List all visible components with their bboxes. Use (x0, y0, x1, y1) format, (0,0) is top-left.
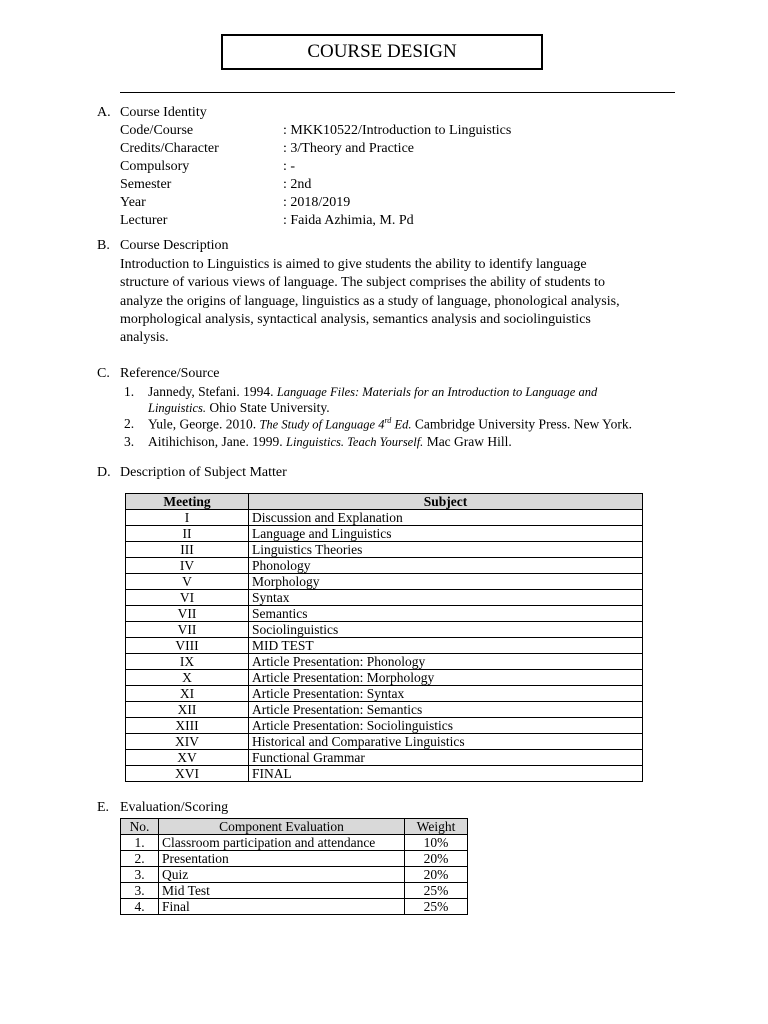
meeting-cell: XV (126, 750, 249, 766)
subject-cell: Semantics (249, 606, 643, 622)
meeting-cell: XIV (126, 734, 249, 750)
weight-cell: 25% (405, 883, 468, 899)
table-row (126, 702, 643, 718)
meeting-cell: VII (126, 622, 249, 638)
reference-number: 1. (124, 384, 135, 399)
weight-cell: 20% (405, 867, 468, 883)
section-c-letter: C. (97, 366, 110, 381)
component-cell: Mid Test (159, 883, 405, 899)
table-row (126, 558, 643, 574)
meeting-cell: VIII (126, 638, 249, 654)
reference-number: 2. (124, 416, 135, 431)
reference-item (148, 384, 597, 400)
reference-item (148, 434, 512, 450)
identity-value: : 3/Theory and Practice (283, 141, 415, 156)
component-cell: Classroom participation and attendance (159, 835, 405, 851)
table-row (126, 718, 643, 734)
subject-cell: Article Presentation: Semantics (249, 702, 643, 718)
column-header: Component Evaluation (159, 819, 405, 835)
column-header: Subject (249, 494, 643, 510)
table-row (121, 883, 468, 899)
table-row (121, 867, 468, 883)
subject-cell: Functional Grammar (249, 750, 643, 766)
reference-author: Jannedy, Stefani. 1994. (148, 384, 277, 399)
meeting-cell: III (126, 542, 249, 558)
identity-key: Semester (120, 177, 172, 192)
table-header-row (121, 819, 468, 835)
description-line: structure of various views of language. The subject comprises the ability of students to (120, 275, 605, 291)
meeting-cell: I (126, 510, 249, 526)
reference-item (148, 416, 632, 433)
table-header-row (126, 494, 643, 510)
table-row (126, 526, 643, 542)
subject-cell: Article Presentation: Morphology (249, 670, 643, 686)
component-cell: Quiz (159, 867, 405, 883)
subject-cell: Sociolinguistics (249, 622, 643, 638)
table-row (126, 654, 643, 670)
number-cell: 4. (121, 899, 159, 915)
number-cell: 1. (121, 835, 159, 851)
reference-title: Language Files: Materials for an Introduction to Language and (276, 385, 598, 399)
table-row (126, 766, 643, 782)
table-row (126, 622, 643, 638)
identity-value: : 2018/2019 (283, 195, 351, 210)
meeting-cell: IX (126, 654, 249, 670)
course-description (120, 256, 680, 347)
reference-number: 3. (124, 434, 135, 449)
subject-cell: Article Presentation: Syntax (249, 686, 643, 702)
meeting-cell: XVI (126, 766, 249, 782)
subject-cell: Discussion and Explanation (249, 510, 643, 526)
subject-cell: Article Presentation: Phonology (249, 654, 643, 670)
component-cell: Presentation (159, 851, 405, 867)
number-cell: 2. (121, 851, 159, 867)
reference-author: Yule, George. 2010. (148, 416, 260, 432)
section-d-heading: Description of Subject Matter (120, 465, 287, 480)
table-row (126, 734, 643, 750)
section-b-heading: Course Description (120, 238, 229, 253)
meeting-cell: IV (126, 558, 249, 574)
subject-cell: Linguistics Theories (249, 542, 643, 558)
reference-title-sup: rd (384, 416, 392, 425)
section-a-letter: A. (97, 105, 111, 120)
weight-cell: 10% (405, 835, 468, 851)
subject-cell: Phonology (249, 558, 643, 574)
description-line: analysis. (120, 330, 169, 346)
column-header: Weight (405, 819, 468, 835)
section-e-letter: E. (97, 800, 110, 815)
section-e-heading: Evaluation/Scoring (120, 800, 229, 815)
document-title: COURSE DESIGN (221, 34, 543, 70)
meeting-cell: V (126, 574, 249, 590)
identity-key: Year (120, 195, 146, 210)
subject-cell: Syntax (249, 590, 643, 606)
subject-cell: FINAL (249, 766, 643, 782)
table-row (126, 606, 643, 622)
table-row (121, 835, 468, 851)
number-cell: 3. (121, 867, 159, 883)
meeting-cell: XII (126, 702, 249, 718)
meeting-cell: X (126, 670, 249, 686)
subject-cell: Morphology (249, 574, 643, 590)
table-row (126, 670, 643, 686)
meeting-cell: II (126, 526, 249, 542)
reference-title: The Study of Language 4 (259, 417, 385, 432)
section-c-heading: Reference/Source (120, 366, 220, 381)
meeting-cell: XIII (126, 718, 249, 734)
column-header: No. (121, 819, 159, 835)
identity-key: Lecturer (120, 213, 168, 228)
reference-title-end: Ed. (391, 417, 412, 432)
subject-cell: MID TEST (249, 638, 643, 654)
subject-cell: Language and Linguistics (249, 526, 643, 542)
description-line: Introduction to Linguistics is aimed to give students the ability to identify language (120, 257, 587, 272)
reference-title: Linguistics. Teach Yourself. (286, 435, 424, 449)
identity-value: : Faida Azhimia, M. Pd (283, 213, 414, 228)
weight-cell: 25% (405, 899, 468, 915)
meeting-cell: XI (126, 686, 249, 702)
identity-key: Code/Course (120, 123, 194, 138)
weight-cell: 20% (405, 851, 468, 867)
identity-value: : MKK10522/Introduction to Linguistics (283, 123, 512, 138)
subject-cell: Article Presentation: Sociolinguistics (249, 718, 643, 734)
table-row (126, 542, 643, 558)
section-a-heading: Course Identity (120, 105, 207, 120)
reference-publisher: Cambridge University Press. New York. (411, 416, 632, 432)
subject-matter-table (125, 493, 643, 782)
evaluation-table (120, 818, 468, 915)
table-row (126, 590, 643, 606)
reference-publisher: Mac Graw Hill. (423, 434, 512, 449)
table-row (126, 638, 643, 654)
identity-key: Credits/Character (120, 141, 219, 156)
table-row (121, 851, 468, 867)
table-row (126, 750, 643, 766)
reference-publisher: Ohio State University. (206, 400, 330, 415)
reference-item-cont (148, 400, 330, 416)
section-b-letter: B. (97, 238, 110, 253)
reference-author: Aitihichison, Jane. 1999. (148, 434, 286, 449)
component-cell: Final (159, 899, 405, 915)
reference-title: Linguistics. (148, 401, 206, 415)
description-line: morphological analysis, syntactical analysis, semantics analysis and sociolinguistics (120, 311, 591, 327)
table-row (126, 574, 643, 590)
table-row (126, 686, 643, 702)
table-row (126, 510, 643, 526)
description-line: analyze the origins of language, linguistics as a study of language, phonological analysis, (120, 293, 620, 309)
section-d-letter: D. (97, 465, 111, 480)
meeting-cell: VII (126, 606, 249, 622)
identity-value: : 2nd (283, 177, 312, 192)
identity-value: : - (283, 159, 296, 174)
title-divider (120, 92, 675, 93)
number-cell: 3. (121, 883, 159, 899)
column-header: Meeting (126, 494, 249, 510)
meeting-cell: VI (126, 590, 249, 606)
subject-cell: Historical and Comparative Linguistics (249, 734, 643, 750)
identity-key: Compulsory (120, 159, 190, 174)
table-row (121, 899, 468, 915)
